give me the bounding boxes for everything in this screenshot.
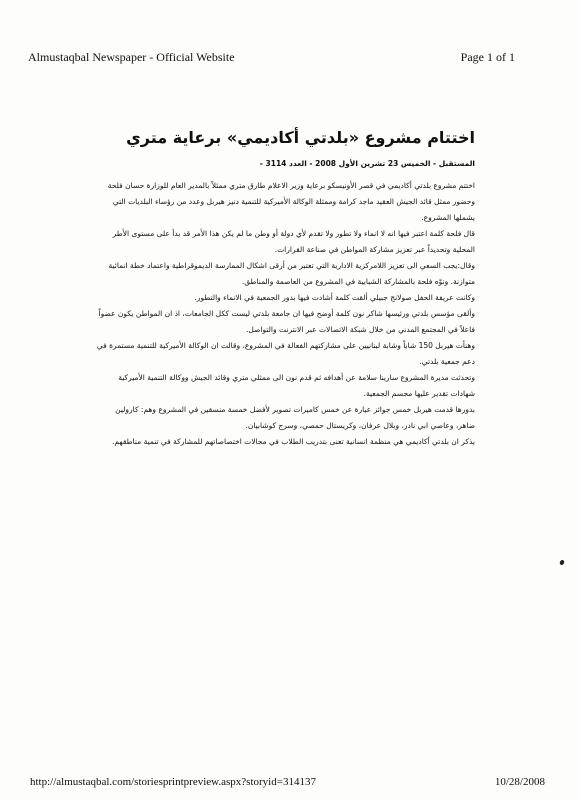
article-line: وحضور ممثل قائد الجيش العقيد ماجد كرامة وممثلة الوكالة الأميركية للتنمية دنيز هيربل وعدد من رؤساء البلديات التي [112,197,475,206]
article-line: اختتم مشروع بلدتي أكاديمي في قصر الأونيسكو برعاية وزير الاعلام طارق متري ممثلاً بالمدير العام للوزارة حسان فلحة [107,181,475,190]
scan-speck [559,559,564,565]
page-url[interactable]: http://almustaqbal.com/storiesprintpreview.aspx?storyid=314137 [30,776,316,788]
article-line: وكانت عريفة الحفل صولانج جبيلي ألقت كلمة أشادت فيها بدور الجمعية في الانماء والتطور. [194,293,475,302]
article [30,128,475,450]
article-line: دعم جمعية بلدتي. [419,357,475,366]
article-line: وقال:يجب السعي الى تعزيز اللامركزية الادارية التي تعتبر من أرقى اشكال الممارسة الديموقراطية واعتماد خطة انمائية [108,261,475,270]
article-line: وألقى مؤسس بلدتي ورئيسها شاكر نون كلمة أوضح فيها ان جامعة بلدتي ليست ككل الجامعات، اذ ان المواطن يكون عضواً [98,309,475,318]
article-line: قال فلحة كلمة اعتبر فيها انه لا انماء ولا تطور ولا تقدم لأي دولة أو وطن ما لم يكن هذا الأمر قد بدأ على مستوى الأطر [112,229,475,238]
article-line: ضاهر، وعاصي ابي نادر، وبلال عرفان، وكريستال حمصي، وسرج كوشابيان. [245,421,475,430]
article-title: اختتام مشروع «بلدتي أكاديمي» برعاية متري [126,128,475,147]
article-line: فاعلاً في المجتمع المدني من خلال شبكة الاتصالات عبر الانترنت والتواصل. [245,325,475,334]
page-header [28,50,515,70]
print-date: 10/28/2008 [494,776,545,788]
article-line: شهادات تقدير عليها مجسم الجمعية. [363,389,475,398]
page-number: Page 1 of 1 [460,50,515,64]
article-line: وهنأت هيربل 150 شاباً وشابة لبنانيين على مشاركتهم الفعالة في المشروع، وقالت ان الوكالة الأميركية للتنمية مستمرة في [96,341,475,350]
article-line: بدورها قدمت هيربل خمس جوائز عبارة عن خمس كاميرات تصوير لأفضل خمسة منسقين في المشروع وهم: كارولين [115,405,475,414]
article-body [30,178,475,450]
article-line: يذكر ان بلدتي أكاديمي هي منظمة انسانية تعنى بتدريب الطلاب في مجالات اختصاصاتهم للمشاركة في تنمية مناطقهم. [112,437,475,446]
article-line: يشملها المشروع. [421,213,475,222]
page-footer [30,776,545,794]
article-line: متوازنة. ونوّه فلحة بالمشاركة الشبابية في المشروع من العاصمة والمناطق. [241,277,475,286]
article-dateline: المستقبل - الخميس 23 تشرين الأول 2008 - العدد 3114 - [259,159,475,168]
article-line: المحلية وتحديداً عبر تعزيز مشاركة المواطن في صناعة القرارات. [274,245,475,254]
article-line: وتحدثت مديرة المشروع سارينا سلامة عن أهدافه ثم قدم نون الى ممثلي متري وقائد الجيش ووكالة التنمية الأميركية [118,373,475,382]
site-title: Almustaqbal Newspaper - Official Website [28,50,235,64]
